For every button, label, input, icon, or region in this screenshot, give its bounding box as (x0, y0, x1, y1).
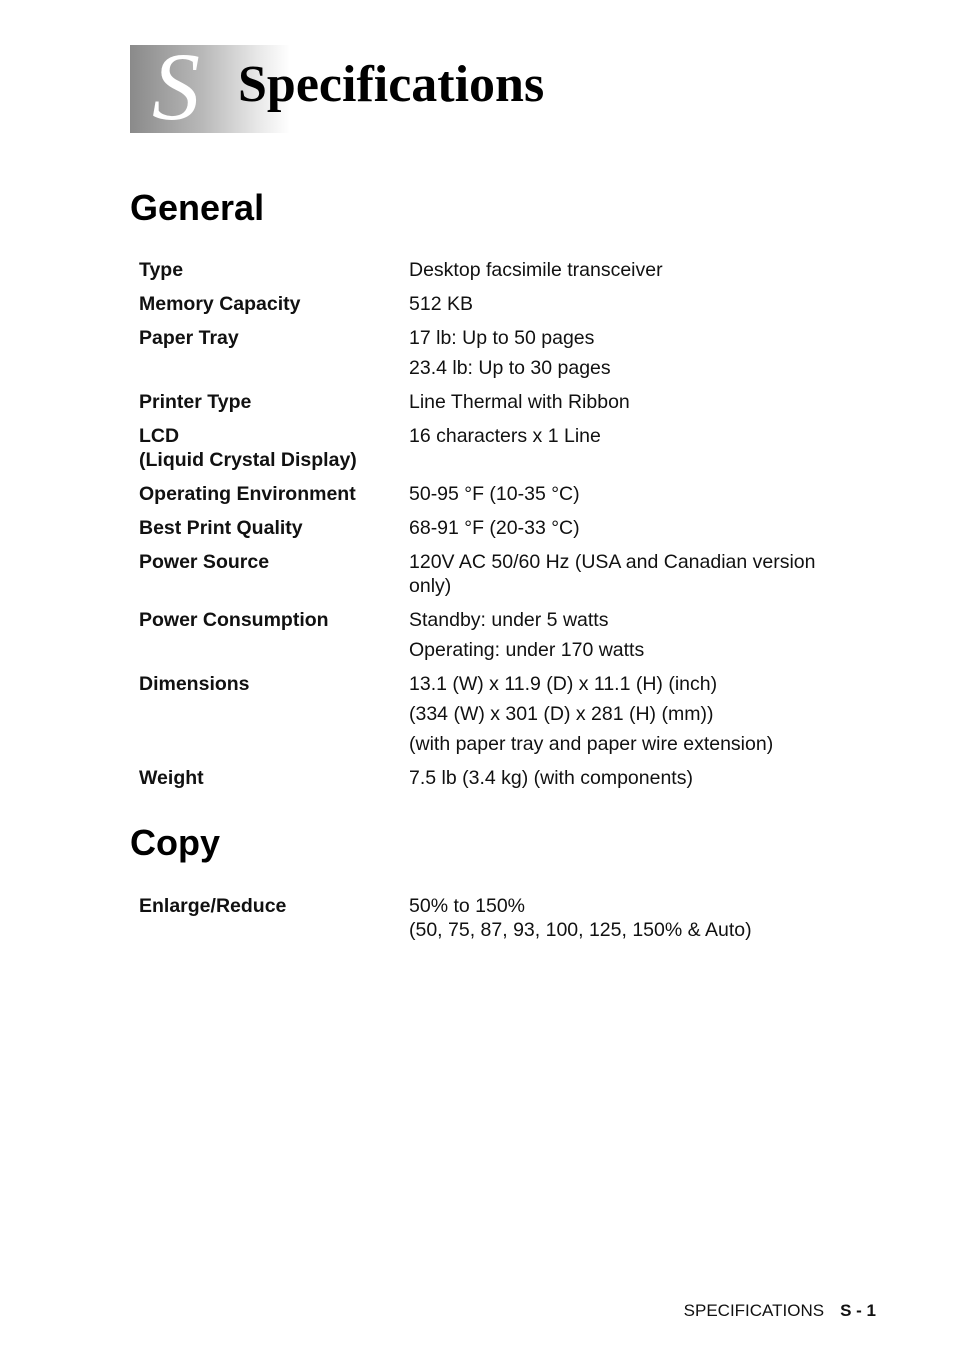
spec-value: 16 characters x 1 Line (409, 425, 601, 447)
spec-values (409, 608, 859, 662)
section-heading-general: General (130, 187, 265, 228)
spec-values (409, 424, 859, 448)
spec-row (139, 424, 859, 472)
spec-values (409, 326, 859, 380)
spec-values (409, 516, 859, 540)
spec-label: Weight (139, 767, 204, 789)
spec-value: Line Thermal with Ribbon (409, 391, 630, 413)
spec-row (139, 608, 859, 662)
spec-row (139, 292, 859, 316)
copy-spec-table (139, 894, 859, 952)
spec-values (409, 766, 859, 790)
spec-values (409, 258, 859, 282)
spec-label: LCD (Liquid Crystal Display) (139, 425, 357, 471)
spec-label: Printer Type (139, 391, 252, 413)
spec-row (139, 766, 859, 790)
spec-row (139, 672, 859, 756)
spec-label: Memory Capacity (139, 293, 301, 315)
spec-value: 512 KB (409, 293, 473, 315)
spec-row (139, 258, 859, 282)
chapter-header (130, 33, 580, 140)
footer-page-number: S - 1 (840, 1301, 876, 1320)
chapter-letter: S (152, 33, 200, 140)
spec-value: Standby: under 5 watts (409, 609, 609, 631)
spec-row (139, 894, 859, 942)
footer-section-label: SPECIFICATIONS (683, 1301, 825, 1320)
spec-values (409, 550, 859, 598)
spec-value: 13.1 (W) x 11.9 (D) x 11.1 (H) (inch) (409, 673, 718, 695)
spec-row (139, 326, 859, 380)
spec-values (409, 390, 859, 414)
chapter-title: Specifications (238, 56, 545, 113)
spec-value: 50% to 150% (50, 75, 87, 93, 100, 125, 150% & Auto) (409, 895, 752, 941)
spec-label: Dimensions (139, 673, 250, 695)
spec-value: 17 lb: Up to 50 pages (409, 327, 595, 349)
spec-label: Enlarge/Reduce (139, 895, 287, 917)
spec-label: Operating Environment (139, 483, 356, 505)
spec-label: Power Source (139, 551, 270, 573)
spec-values (409, 292, 859, 316)
spec-values (409, 482, 859, 506)
spec-row (139, 550, 859, 598)
spec-value: (334 (W) x 301 (D) x 281 (H) (mm)) (409, 703, 714, 725)
spec-value: (with paper tray and paper wire extension) (409, 733, 774, 755)
spec-value: 7.5 lb (3.4 kg) (with components) (409, 767, 693, 789)
general-spec-table (139, 258, 859, 800)
spec-values (409, 672, 859, 756)
spec-value: Desktop facsimile transceiver (409, 259, 663, 281)
spec-label: Type (139, 259, 184, 281)
spec-values (409, 894, 859, 942)
section-heading-copy: Copy (130, 822, 220, 863)
spec-value: 68-91 °F (20-33 °C) (409, 517, 580, 539)
spec-label: Paper Tray (139, 327, 239, 349)
page-footer (684, 1300, 876, 1322)
spec-value: 50-95 °F (10-35 °C) (409, 483, 580, 505)
spec-value: Operating: under 170 watts (409, 639, 645, 661)
spec-label: Best Print Quality (139, 517, 303, 539)
spec-row (139, 390, 859, 414)
spec-value: 23.4 lb: Up to 30 pages (409, 357, 611, 379)
spec-row (139, 482, 859, 506)
spec-value: 120V AC 50/60 Hz (USA and Canadian version only) (409, 551, 816, 597)
spec-row (139, 516, 859, 540)
spec-label: Power Consumption (139, 609, 329, 631)
